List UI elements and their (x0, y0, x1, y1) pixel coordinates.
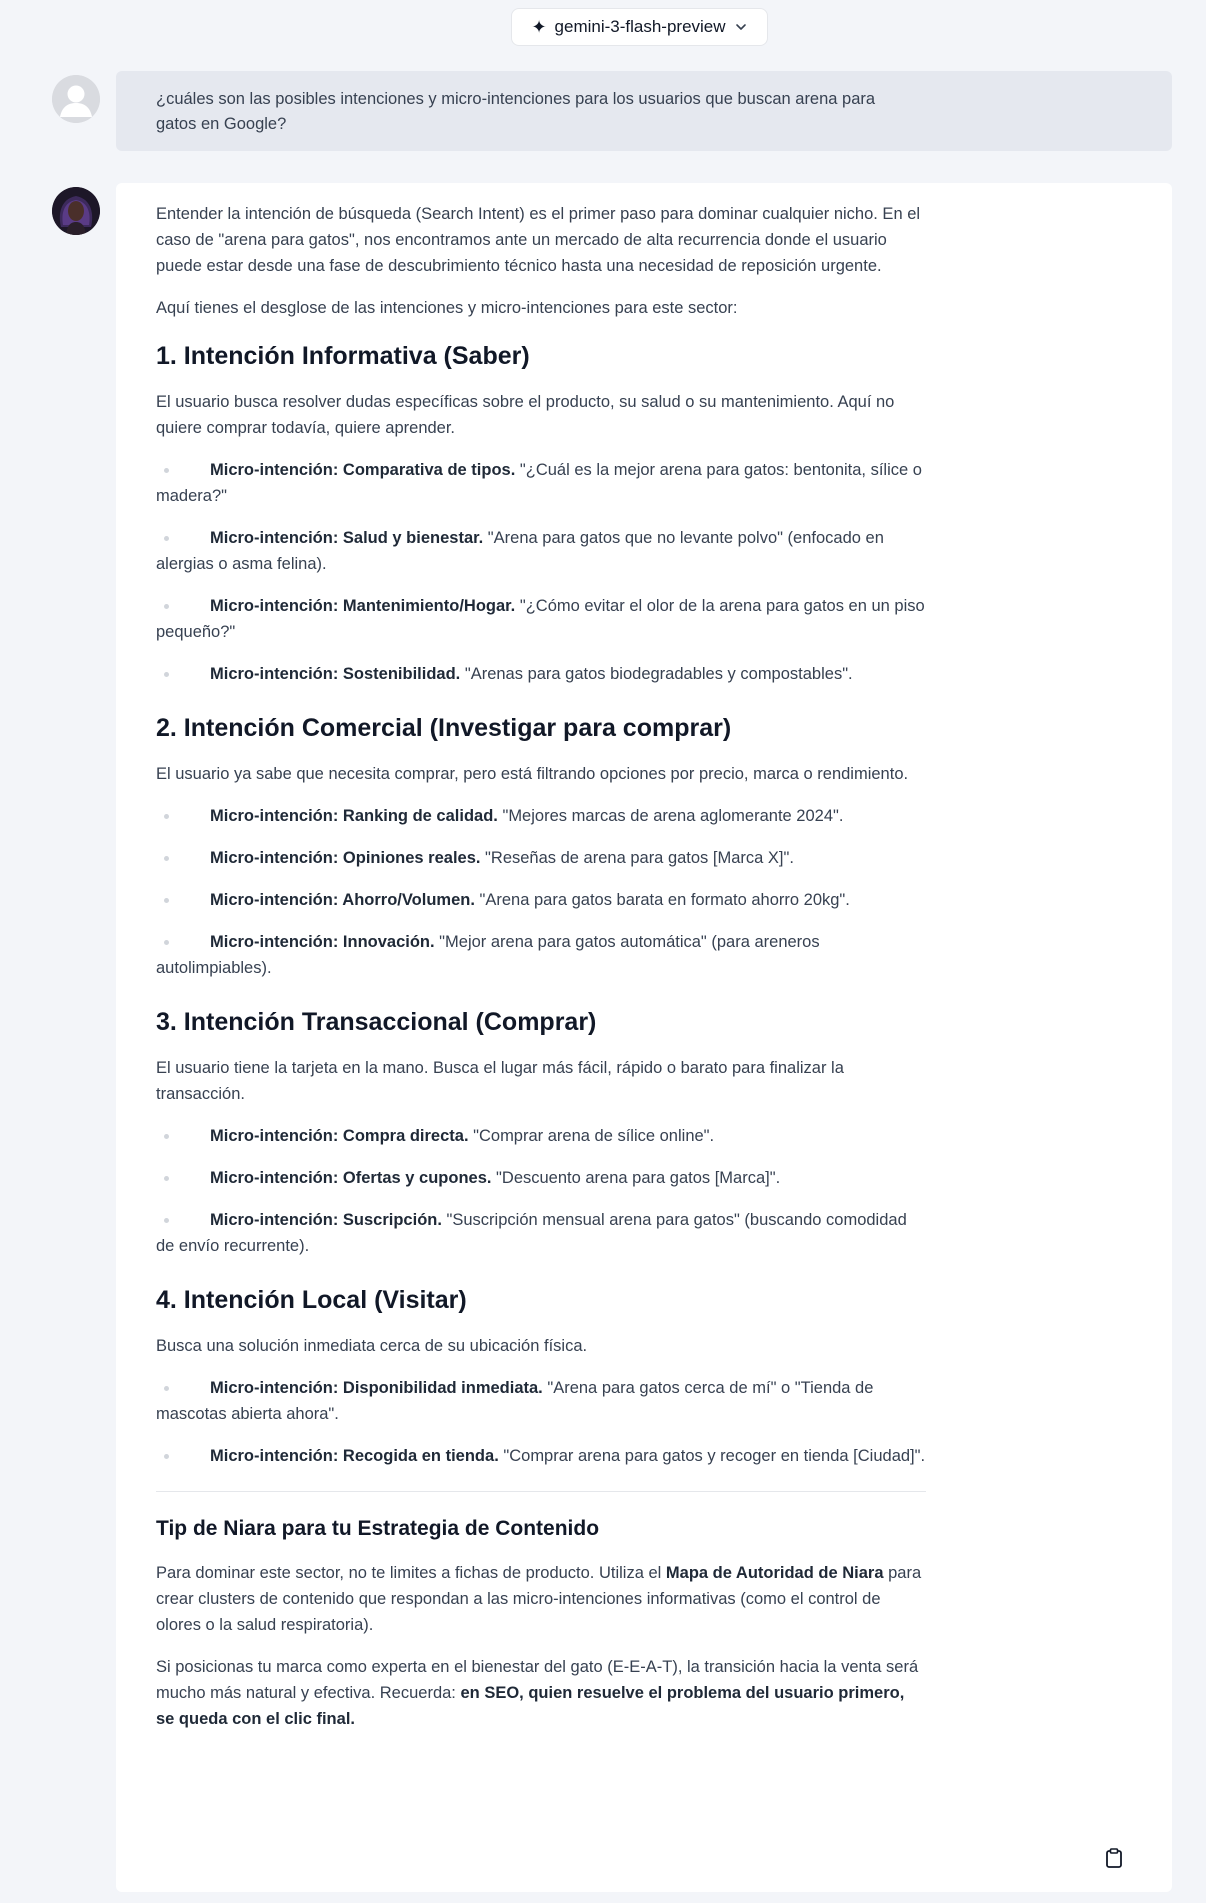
tip-text: Si posicionas tu marca como experta en el bienestar del gato (E-E-A-T), la transición hacia la venta será mucho más natural y efectiva. Recuerda: (156, 1658, 919, 1702)
item-text: "¿Cuál es la mejor arena para gatos: bentonita, sílice o madera?" (156, 461, 922, 505)
list-item (156, 457, 926, 509)
model-selector[interactable] (511, 8, 768, 46)
assistant-avatar (52, 187, 100, 235)
item-text: "Mejores marcas de arena aglomerante 2024". (497, 807, 844, 825)
section-description: El usuario busca resolver dudas específicas sobre el producto, su salud o su mantenimiento. Aquí no quiere comprar todavía, quiere aprender. (156, 393, 895, 437)
item-text: "Descuento arena para gatos [Marca]". (491, 1169, 781, 1187)
item-label: Micro-intención: Innovación. (210, 933, 435, 951)
section-description: El usuario ya sabe que necesita comprar, pero está filtrando opciones por precio, marca o rendimiento. (156, 765, 909, 783)
tip-paragraph (156, 1560, 926, 1638)
section-heading: 3. Intención Transaccional (Comprar) (156, 1008, 597, 1036)
tip-text: para crear clusters de contenido que respondan a las micro-intenciones informativas (como el control de olores o la salud respiratoria). (156, 1564, 922, 1634)
item-label: Micro-intención: Compra directa. (210, 1127, 469, 1145)
assistant-portrait-icon (52, 187, 100, 235)
list-item (156, 593, 926, 645)
item-label: Micro-intención: Ahorro/Volumen. (210, 891, 475, 909)
tip-paragraph (156, 1654, 926, 1732)
item-text: "Reseñas de arena para gatos [Marca X]". (480, 849, 794, 867)
list-item (188, 1165, 926, 1191)
item-label: Micro-intención: Recogida en tienda. (210, 1447, 499, 1465)
sparkle-icon: ✦ (531, 16, 547, 37)
list-item (188, 1123, 926, 1149)
intro-paragraph: Entender la intención de búsqueda (Search Intent) es el primer paso para dominar cualquier nicho. En el caso de "arena para gatos", nos encontramos ante un mercado de alta recurrencia donde el usuario puede estar desde una fase de descubrimiento técnico hasta una necesidad de reposición urgente. (156, 205, 921, 275)
tip-highlight: en SEO, quien resuelve el problema del usuario primero, se queda con el clic final. (156, 1684, 905, 1728)
item-text: "Comprar arena para gatos y recoger en tienda [Ciudad]". (498, 1447, 926, 1465)
assistant-message (116, 183, 1172, 1892)
list-item (188, 803, 926, 829)
tip-text: Para dominar este sector, no te limites a fichas de producto. Utiliza el (156, 1564, 666, 1582)
item-text: "¿Cómo evitar el olor de la arena para gatos en un piso pequeño?" (156, 597, 925, 641)
copy-button[interactable] (1104, 1847, 1124, 1869)
section-heading: 1. Intención Informativa (Saber) (156, 342, 530, 370)
item-label: Micro-intención: Mantenimiento/Hogar. (210, 597, 516, 615)
user-message-text: ¿cuáles son las posibles intenciones y micro-intenciones para los usuarios que buscan arena para gatos en Google? (156, 90, 876, 133)
item-text: "Comprar arena de sílice online". (468, 1127, 715, 1145)
list-item (188, 887, 926, 913)
micro-intent-list (156, 457, 926, 687)
divider (156, 1491, 926, 1492)
item-label: Micro-intención: Sostenibilidad. (210, 665, 461, 683)
item-text: "Arena para gatos cerca de mí" o "Tienda de mascotas abierta ahora". (156, 1379, 874, 1423)
section-heading: 2. Intención Comercial (Investigar para comprar) (156, 714, 732, 742)
intro-paragraph: Aquí tienes el desglose de las intenciones y micro-intenciones para este sector: (156, 299, 738, 317)
micro-intent-list (156, 803, 926, 981)
clipboard-icon (1104, 1847, 1124, 1869)
model-label: gemini-3-flash-preview (554, 17, 726, 36)
item-text: "Arena para gatos barata en formato ahorro 20kg". (474, 891, 850, 909)
section-description: Busca una solución inmediata cerca de su ubicación física. (156, 1337, 588, 1355)
micro-intent-list (156, 1123, 926, 1259)
list-item (156, 929, 926, 981)
item-text: "Suscripción mensual arena para gatos" (buscando comodidad de envío recurrente). (156, 1211, 907, 1255)
item-text: "Arena para gatos que no levante polvo" (enfocado en alergias o asma felina). (156, 529, 884, 573)
chevron-down-icon (734, 20, 748, 34)
list-item (156, 525, 926, 577)
item-label: Micro-intención: Comparativa de tipos. (210, 461, 516, 479)
user-message (116, 71, 1172, 151)
item-label: Micro-intención: Opiniones reales. (210, 849, 481, 867)
user-icon (52, 75, 100, 123)
list-item (188, 1443, 926, 1469)
item-label: Micro-intención: Disponibilidad inmediata. (210, 1379, 543, 1397)
micro-intent-list (156, 1375, 926, 1469)
list-item (188, 661, 926, 687)
item-text: "Mejor arena para gatos automática" (para areneros autolimpiables). (156, 933, 820, 977)
item-label: Micro-intención: Ofertas y cupones. (210, 1169, 492, 1187)
list-item (188, 845, 926, 871)
assistant-message-content (156, 201, 926, 1732)
item-label: Micro-intención: Ranking de calidad. (210, 807, 498, 825)
item-label: Micro-intención: Suscripción. (210, 1211, 442, 1229)
item-text: "Arenas para gatos biodegradables y compostables". (460, 665, 853, 683)
section-heading: 4. Intención Local (Visitar) (156, 1286, 467, 1314)
section-description: El usuario tiene la tarjeta en la mano. Busca el lugar más fácil, rápido o barato para finalizar la transacción. (156, 1059, 844, 1103)
list-item (156, 1207, 926, 1259)
tip-heading: Tip de Niara para tu Estrategia de Contenido (156, 1517, 600, 1540)
list-item (156, 1375, 926, 1427)
user-avatar (52, 75, 100, 123)
tip-highlight: Mapa de Autoridad de Niara (665, 1564, 884, 1582)
item-label: Micro-intención: Salud y bienestar. (210, 529, 484, 547)
